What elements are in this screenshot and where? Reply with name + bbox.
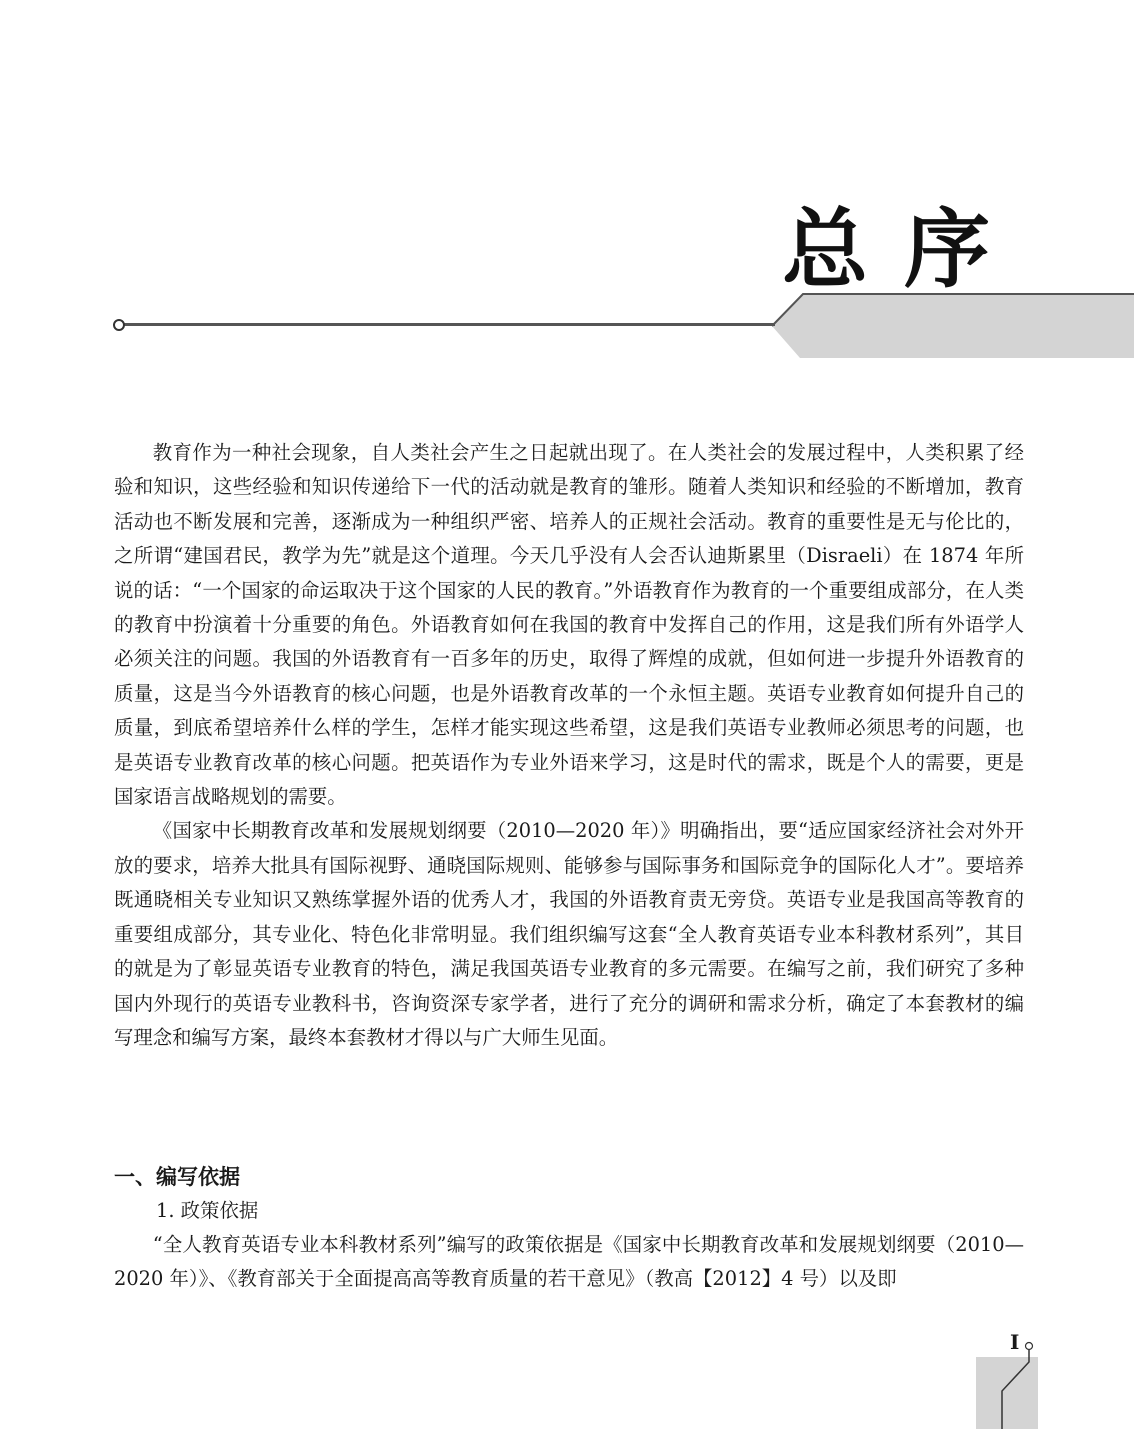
page-title: 总序 xyxy=(782,200,1026,300)
intro-paragraph-2: 《国家中长期教育改革和发展规划纲要（2010—2020 年）》明确指出，要“适应国家经济社会对外开放的要求，培养大批具有国际视野、通晓国际规则、能够参与国际事务和国际竞争的国际化人才”。要培养既通晓相关专业知识又熟练掌握外语的优秀人才，我国的外语教育责无旁贷。英语专业是我国高等教育的重要组成部分，其专业化、特色化非常明显。我们组织编写这套“全人教育英语专业本科教材系列”，其目的就是为了彰显英语专业教育的特色，满足我国英语专业教育的多元需要。在编写之前，我们研究了多种国内外现行的英语专业教科书，咨询资深专家学者，进行了充分的调研和需求分析，确定了本套教材的编写理念和编写方案，最终本套教材才得以与广大师生见面。 xyxy=(114,819,1024,1049)
footer-gray-tab xyxy=(976,1357,1038,1429)
section-subheading: 1. 政策依据 xyxy=(156,1199,259,1222)
intro-body xyxy=(114,436,1024,1055)
section-paragraph: “全人教育英语专业本科教材系列”编写的政策依据是《国家中长期教育改革和发展规划纲要（2010—2020 年）》、《教育部关于全面提高高等教育质量的若干意见》（教高【2012】4 号）以及即 xyxy=(114,1233,1024,1291)
page-number: I xyxy=(1010,1330,1020,1354)
section-heading: 一、编写依据 xyxy=(114,1165,240,1189)
section-body xyxy=(114,1228,1024,1297)
intro-paragraph-1: 教育作为一种社会现象，自人类社会产生之日起就出现了。在人类社会的发展过程中，人类积累了经验和知识，这些经验和知识传递给下一代的活动就是教育的雏形。随着人类知识和经验的不断增加，教育活动也不断发展和完善，逐渐成为一种组织严密、培养人的正规社会活动。教育的重要性是无与伦比的，之所谓“建国君民，教学为先”就是这个道理。今天几乎没有人会否认迪斯累里（Disraeli）在 1874 年所说的话：“一个国家的命运取决于这个国家的人民的教育。”外语教育作为教育的一个重要组成部分，在人类的教育中扮演着十分重要的角色。外语教育如何在我国的教育中发挥自己的作用，这是我们所有外语学人必须关注的问题。我国的外语教育有一百多年的历史，取得了辉煌的成就，但如何进一步提升外语教育的质量，这是当今外语教育的核心问题，也是外语教育改革的一个永恒主题。英语专业教育如何提升自己的质量，到底希望培养什么样的学生，怎样才能实现这些希望，这是我们英语专业教师必须思考的问题，也是英语专业教育改革的核心问题。把英语作为专业外语来学习，这是时代的需求，既是个人的需要，更是国家语言战略规划的需要。 xyxy=(114,441,1024,809)
footer-tab-circle xyxy=(1026,1343,1033,1350)
header-rule-circle xyxy=(114,320,124,330)
header-gray-band xyxy=(772,294,1134,358)
